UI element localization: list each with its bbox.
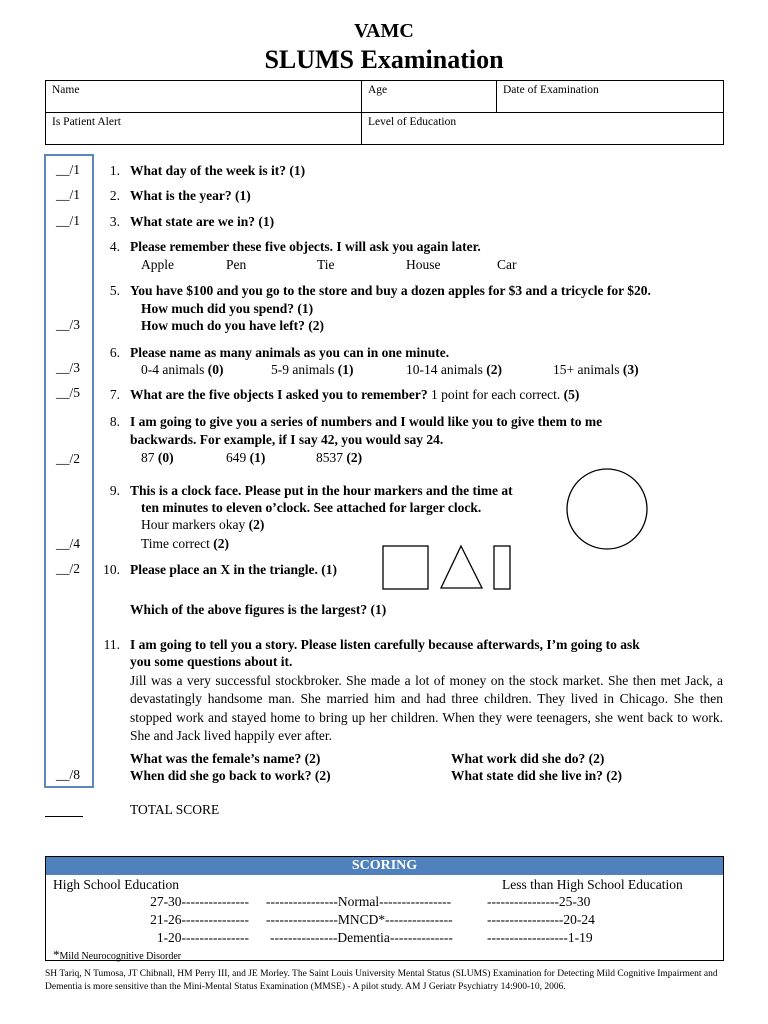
square-figure[interactable] bbox=[382, 545, 430, 591]
score-q2[interactable]: __/1 bbox=[56, 187, 81, 202]
q5-sub2: How much do you have left? (2) bbox=[141, 318, 324, 333]
q9-sub2: Time correct (2) bbox=[141, 536, 229, 551]
score-q9[interactable]: __/4 bbox=[56, 536, 81, 551]
object-tie: Tie bbox=[317, 257, 335, 272]
scoring-header: SCORING bbox=[46, 857, 723, 875]
q7-text: What are the five objects I asked you to remember? 1 point for each correct. (5) bbox=[130, 387, 580, 402]
mncd-hs-range: 21-26--------------- bbox=[150, 912, 249, 927]
score-q7[interactable]: __/5 bbox=[56, 385, 81, 400]
q6-opt-5-9: 5-9 animals (1) bbox=[271, 362, 354, 377]
object-apple: Apple bbox=[141, 257, 174, 272]
q3-number: 3. bbox=[109, 214, 120, 229]
total-score-line[interactable] bbox=[45, 816, 83, 817]
name-field[interactable]: Name bbox=[46, 81, 362, 113]
q8-text1: I am going to give you a series of numbers and I would like you to give them to me bbox=[130, 414, 603, 429]
mncd-lhs-range: -----------------20-24 bbox=[487, 912, 595, 927]
score-q5[interactable]: __/3 bbox=[56, 317, 81, 332]
score-q6[interactable]: __/3 bbox=[56, 360, 81, 375]
org-title: VAMC bbox=[354, 20, 414, 42]
score-q10[interactable]: __/2 bbox=[56, 561, 81, 576]
q11-question-work: What work did she do? (2) bbox=[451, 751, 605, 766]
q5-text: You have $100 and you go to the store and buy a dozen apples for $3 and a tricycle for $20. bbox=[130, 283, 651, 298]
q6-text: Please name as many animals as you can in one minute. bbox=[130, 345, 450, 360]
score-q3[interactable]: __/1 bbox=[56, 213, 81, 228]
q8-text2: backwards. For example, if I say 42, you would say 24. bbox=[130, 432, 444, 447]
rectangle-figure[interactable] bbox=[493, 545, 512, 591]
object-house: House bbox=[406, 257, 441, 272]
lhs-education-label: Less than High School Education bbox=[502, 877, 683, 892]
q9-number: 9. bbox=[109, 483, 120, 498]
q4-number: 4. bbox=[109, 239, 120, 254]
object-car: Car bbox=[497, 257, 517, 272]
q8-opt-8537: 8537 (2) bbox=[316, 450, 363, 465]
q6-opt-15plus: 15+ animals (3) bbox=[553, 362, 639, 377]
mncd-label: ----------------MNCD*--------------- bbox=[266, 912, 453, 927]
reference-citation: SH Tariq, N Tumosa, JT Chibnall, HM Perry III, and JE Morley. The Saint Louis University Mental Status (SLUMS) Examination for Detecting Mild Cognitive Impairment and Dementia is more sensitive than the Mini-Mental Status Examination (MMSE) - A pilot study. AM J Geriatr Psychiatry 14:900-10, 2006. bbox=[45, 969, 718, 992]
q5-number: 5. bbox=[109, 283, 120, 298]
clock-face-circle[interactable] bbox=[566, 468, 648, 550]
q9-text2: ten minutes to eleven o’clock. See attached for larger clock. bbox=[141, 500, 482, 515]
q7-number: 7. bbox=[109, 387, 120, 402]
total-score-label: TOTAL SCORE bbox=[130, 802, 220, 817]
dementia-hs-range: 1-20--------------- bbox=[156, 930, 249, 945]
scoring-footnote: *Mild Neurocognitive Disorder bbox=[53, 947, 182, 962]
q1-number: 1. bbox=[109, 163, 120, 178]
scoring-table bbox=[45, 856, 724, 961]
score-q1[interactable]: __/1 bbox=[56, 162, 81, 177]
q11-question-return: When did she go back to work? (2) bbox=[130, 768, 331, 783]
q5-sub1: How much did you spend? (1) bbox=[141, 301, 314, 316]
q8-opt-649: 649 (1) bbox=[226, 450, 266, 465]
q8-number: 8. bbox=[109, 414, 120, 429]
education-field[interactable]: Level of Education bbox=[362, 113, 724, 145]
q6-opt-10-14: 10-14 animals (2) bbox=[406, 362, 502, 377]
q11-text2: you some questions about it. bbox=[130, 654, 293, 669]
score-q11[interactable]: __/8 bbox=[56, 767, 81, 782]
q10-number: 10. bbox=[103, 562, 120, 577]
score-q8[interactable]: __/2 bbox=[56, 451, 81, 466]
triangle-figure[interactable] bbox=[440, 544, 484, 590]
score-column-box bbox=[44, 154, 94, 788]
q11-text1: I am going to tell you a story. Please listen carefully because afterwards, I’m going to ask bbox=[130, 637, 640, 652]
q6-opt-0-4: 0-4 animals (0) bbox=[141, 362, 224, 377]
age-field[interactable]: Age bbox=[362, 81, 497, 113]
exam-title: SLUMS Examination bbox=[264, 45, 504, 74]
hs-education-label: High School Education bbox=[53, 877, 179, 892]
q8-opt-87: 87 (0) bbox=[141, 450, 174, 465]
patient-info-table bbox=[45, 80, 724, 145]
normal-label: ----------------Normal---------------- bbox=[266, 894, 452, 909]
date-field[interactable]: Date of Examination bbox=[497, 81, 724, 113]
object-pen: Pen bbox=[226, 257, 247, 272]
q11-question-state: What state did she live in? (2) bbox=[451, 768, 623, 783]
q6-number: 6. bbox=[109, 345, 120, 360]
q2-number: 2. bbox=[109, 188, 120, 203]
dementia-lhs-range: ------------------1-19 bbox=[487, 930, 593, 945]
q10-text2: Which of the above figures is the largest? (1) bbox=[130, 602, 387, 617]
q9-text1: This is a clock face. Please put in the hour markers and the time at bbox=[130, 483, 513, 498]
story-paragraph: Jill was a very successful stockbroker. She made a lot of money on the stock market. She then met Jack, a devastatingly handsome man. She married him and had three children. They lived in Chicago. She then stopped work and stayed home to bring up her children. When they were teenagers, she went back to work. She and Jack lived happily ever after. bbox=[130, 673, 723, 743]
q10-text: Please place an X in the triangle. (1) bbox=[130, 562, 337, 577]
normal-hs-range: 27-30--------------- bbox=[150, 894, 249, 909]
q2-text: What is the year? (1) bbox=[130, 188, 251, 203]
q1-text: What day of the week is it? (1) bbox=[130, 163, 306, 178]
q4-text: Please remember these five objects. I will ask you again later. bbox=[130, 239, 481, 254]
q11-question-name: What was the female’s name? (2) bbox=[130, 751, 321, 766]
alert-field[interactable]: Is Patient Alert bbox=[46, 113, 362, 145]
normal-lhs-range: ----------------25-30 bbox=[487, 894, 591, 909]
q11-number: 11. bbox=[103, 637, 120, 652]
dementia-label: ---------------Dementia-------------- bbox=[270, 930, 453, 945]
q3-text: What state are we in? (1) bbox=[130, 214, 275, 229]
q9-sub1: Hour markers okay (2) bbox=[141, 517, 265, 532]
